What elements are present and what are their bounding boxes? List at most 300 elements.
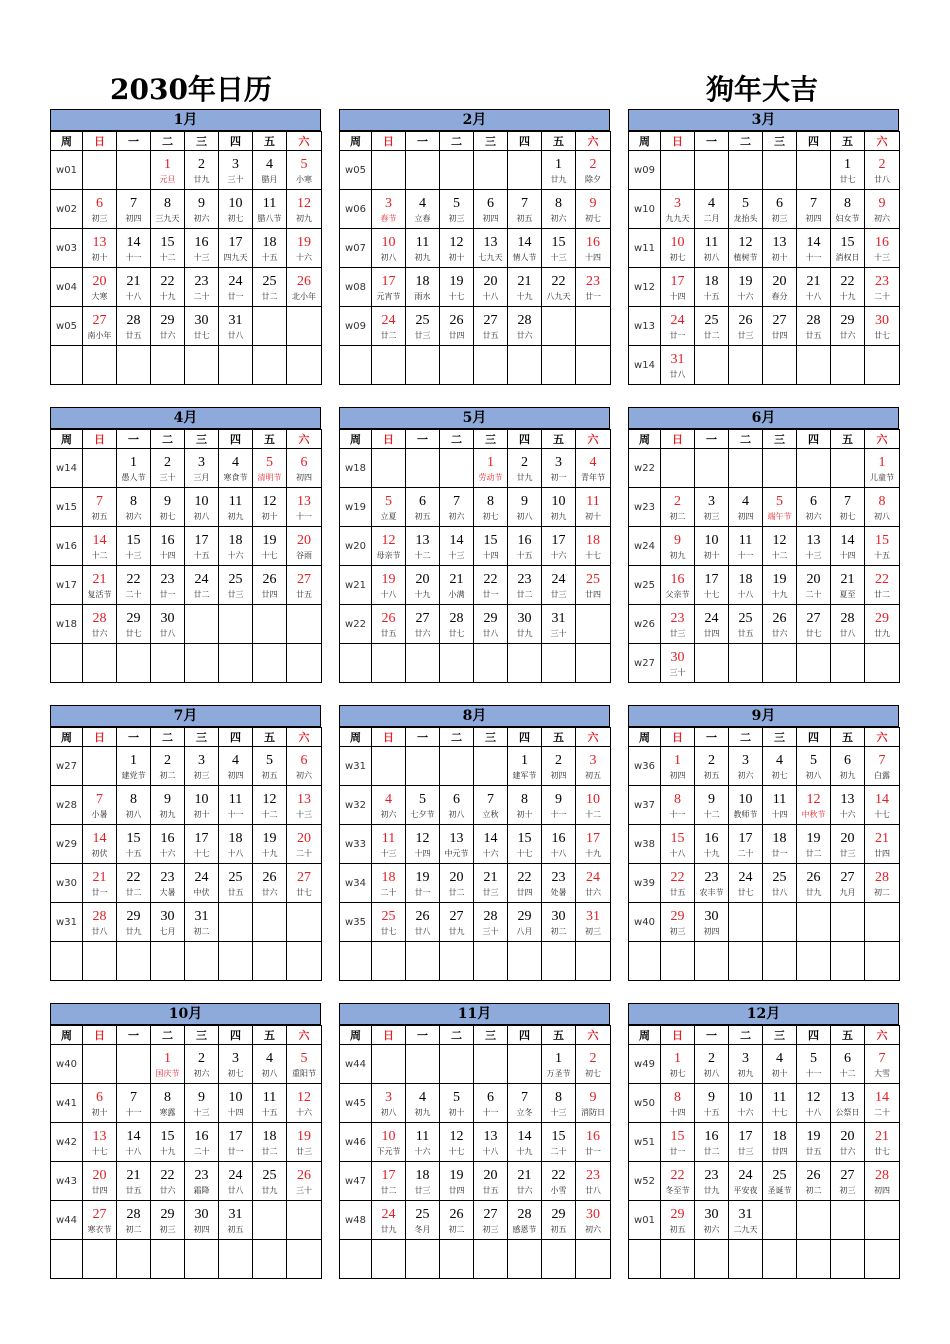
lunar-date: 十八 <box>550 848 567 858</box>
month-calendar <box>50 109 321 385</box>
day-cell <box>695 1162 729 1201</box>
day-cell <box>661 1045 695 1084</box>
weekday-header: 五 <box>542 132 576 151</box>
day-cell <box>83 527 117 566</box>
day-cell <box>729 1123 763 1162</box>
lunar-date: 十五 <box>703 1107 720 1117</box>
day-cell <box>406 825 440 864</box>
day-cell <box>372 190 406 229</box>
week-number <box>51 644 83 683</box>
day-number: 28 <box>840 610 855 626</box>
lunar-date: 廿三 <box>550 589 567 599</box>
day-cell <box>576 786 611 825</box>
lunar-date: 廿一 <box>669 330 686 340</box>
empty-cell <box>865 1201 900 1240</box>
lunar-date: 初二 <box>805 1185 822 1195</box>
lunar-date: 初十 <box>193 809 210 819</box>
lunar-date: 十九 <box>703 848 720 858</box>
day-cell <box>695 786 729 825</box>
lunar-date: 初十 <box>91 1107 108 1117</box>
day-number: 24 <box>551 571 566 587</box>
week-number: w40 <box>51 1045 83 1084</box>
day-number: 27 <box>483 312 498 328</box>
lunar-date: 初六 <box>296 770 312 780</box>
empty-cell <box>508 1240 542 1279</box>
week-row <box>51 527 322 566</box>
day-cell <box>287 1084 322 1123</box>
day-cell <box>508 307 542 346</box>
weekday-header-row <box>51 132 322 151</box>
day-number: 19 <box>381 571 396 587</box>
day-number: 24 <box>738 1167 753 1183</box>
week-number: w20 <box>340 527 372 566</box>
empty-cell <box>695 644 729 683</box>
day-number: 17 <box>381 273 396 289</box>
day-number: 11 <box>381 830 396 846</box>
week-row <box>340 903 611 942</box>
day-number: 30 <box>704 908 719 924</box>
lunar-date: 廿五 <box>482 330 499 340</box>
day-cell <box>576 527 611 566</box>
week-row <box>340 864 611 903</box>
weekday-header: 三 <box>763 430 797 449</box>
empty-cell <box>474 644 508 683</box>
day-cell <box>406 307 440 346</box>
lunar-date: 廿五 <box>482 1185 499 1195</box>
lunar-date: 廿三 <box>227 589 244 599</box>
day-number: 3 <box>555 454 562 470</box>
week-row <box>629 1123 900 1162</box>
lunar-date: 十二 <box>414 550 431 560</box>
week-row <box>51 644 322 683</box>
day-cell <box>406 566 440 605</box>
empty-cell <box>287 346 322 385</box>
day-number: 9 <box>589 195 597 211</box>
week-number: w42 <box>51 1123 83 1162</box>
lunar-date: 十八 <box>482 1146 499 1156</box>
lunar-date: 初三 <box>159 1224 176 1234</box>
day-cell <box>763 190 797 229</box>
day-cell <box>763 864 797 903</box>
week-row <box>51 307 322 346</box>
lunar-date: 初六 <box>805 511 822 521</box>
day-cell <box>117 566 151 605</box>
weekday-header: 六 <box>287 728 322 747</box>
day-number: 1 <box>130 454 137 470</box>
lunar-date: 廿二 <box>805 848 822 858</box>
day-cell <box>508 190 542 229</box>
lunar-date: 初五 <box>227 1224 244 1234</box>
day-cell <box>219 488 253 527</box>
day-cell <box>372 864 406 903</box>
lunar-date: 立冬 <box>516 1107 533 1117</box>
day-number: 6 <box>487 1089 494 1105</box>
week-number: w36 <box>629 747 661 786</box>
day-number: 27 <box>483 1206 498 1222</box>
day-cell <box>542 825 576 864</box>
lunar-date: 初四 <box>482 213 499 223</box>
lunar-date: 初九 <box>669 550 686 560</box>
empty-cell <box>865 644 900 683</box>
day-number: 12 <box>449 234 464 250</box>
day-number: 23 <box>586 273 600 289</box>
week-number: w49 <box>629 1045 661 1084</box>
lunar-date: 九月 <box>839 887 856 897</box>
empty-cell <box>372 747 406 786</box>
lunar-date: 十三 <box>380 848 397 858</box>
lunar-date: 万圣节 <box>546 1068 571 1078</box>
lunar-date: 初七 <box>669 252 686 262</box>
week-column-header: 周 <box>51 1026 83 1045</box>
day-number: 11 <box>738 532 753 548</box>
day-number: 4 <box>419 195 426 211</box>
day-number: 14 <box>126 1128 141 1144</box>
week-row <box>340 644 611 683</box>
month-calendar <box>339 1003 610 1279</box>
day-number: 2 <box>198 1050 205 1066</box>
lunar-date: 初五 <box>585 770 601 780</box>
day-number: 8 <box>878 493 886 509</box>
empty-cell <box>117 1045 151 1084</box>
week-number: w28 <box>51 786 83 825</box>
day-number: 21 <box>449 571 464 587</box>
day-cell <box>763 566 797 605</box>
lunar-date: 初伏 <box>91 848 108 858</box>
day-number: 19 <box>262 830 277 846</box>
day-cell <box>185 527 219 566</box>
empty-cell <box>440 644 474 683</box>
day-cell <box>219 747 253 786</box>
month-calendar <box>628 407 899 683</box>
empty-cell <box>831 903 865 942</box>
lunar-date: 十九 <box>516 1146 533 1156</box>
day-number: 8 <box>164 195 171 211</box>
day-cell <box>253 864 287 903</box>
lunar-date: 十八 <box>125 1146 142 1156</box>
empty-cell <box>406 151 440 190</box>
day-cell <box>372 229 406 268</box>
weekday-header: 四 <box>797 132 831 151</box>
day-number: 21 <box>126 273 141 289</box>
day-number: 17 <box>586 830 600 846</box>
weekday-header: 六 <box>865 430 900 449</box>
lunar-date: 廿七 <box>839 174 856 184</box>
day-cell <box>865 825 900 864</box>
day-number: 25 <box>772 869 787 885</box>
week-row <box>51 190 322 229</box>
lunar-date: 廿一 <box>669 1146 686 1156</box>
empty-cell <box>253 1201 287 1240</box>
day-number: 24 <box>194 869 209 885</box>
day-cell <box>661 1084 695 1123</box>
day-number: 10 <box>551 493 566 509</box>
lunar-date: 十一 <box>125 1107 142 1117</box>
day-number: 26 <box>262 571 277 587</box>
day-cell <box>185 864 219 903</box>
day-cell <box>185 1084 219 1123</box>
lunar-date: 廿一 <box>585 291 601 301</box>
day-cell <box>729 527 763 566</box>
lunar-date: 初五 <box>516 213 533 223</box>
week-number: w43 <box>51 1162 83 1201</box>
week-row <box>340 1045 611 1084</box>
lunar-date: 初三 <box>771 213 788 223</box>
day-number: 26 <box>297 273 311 289</box>
day-cell <box>406 268 440 307</box>
day-number: 2 <box>198 156 205 172</box>
day-number: 22 <box>551 273 566 289</box>
empty-cell <box>542 942 576 981</box>
lunar-date: 十九 <box>261 848 278 858</box>
lunar-date: 端午节 <box>767 511 792 521</box>
day-number: 3 <box>232 156 239 172</box>
day-number: 8 <box>487 493 494 509</box>
empty-cell <box>372 449 406 488</box>
calendar-title: 2030年日历 <box>110 73 272 106</box>
day-number: 18 <box>415 273 430 289</box>
day-cell <box>83 825 117 864</box>
lunar-date: 初八 <box>703 252 720 262</box>
day-number: 6 <box>776 195 783 211</box>
week-number: w13 <box>629 307 661 346</box>
day-number: 15 <box>551 1128 566 1144</box>
day-cell <box>831 268 865 307</box>
week-number: w16 <box>51 527 83 566</box>
day-cell <box>185 307 219 346</box>
weekday-header: 六 <box>287 132 322 151</box>
lunar-date: 十九 <box>159 291 176 301</box>
day-number: 6 <box>300 752 308 768</box>
day-number: 15 <box>160 1128 175 1144</box>
day-number: 8 <box>164 1089 171 1105</box>
lunar-date: 廿一 <box>585 1146 601 1156</box>
day-number: 25 <box>381 908 396 924</box>
lunar-date: 十六 <box>414 1146 431 1156</box>
day-cell <box>831 1123 865 1162</box>
day-number: 29 <box>126 610 141 626</box>
day-cell <box>576 1162 611 1201</box>
day-number: 6 <box>419 493 426 509</box>
empty-cell <box>542 1240 576 1279</box>
day-cell <box>508 1123 542 1162</box>
week-row <box>51 566 322 605</box>
day-cell <box>831 1045 865 1084</box>
day-number: 12 <box>738 234 753 250</box>
day-number: 14 <box>449 532 464 548</box>
day-number: 1 <box>844 156 851 172</box>
day-number: 25 <box>228 869 243 885</box>
week-row <box>629 825 900 864</box>
day-number: 26 <box>806 869 821 885</box>
day-number: 8 <box>555 195 562 211</box>
lunar-date: 三月 <box>193 472 210 482</box>
week-row <box>51 1162 322 1201</box>
day-number: 5 <box>453 195 460 211</box>
day-cell <box>219 151 253 190</box>
weekday-header: 四 <box>219 430 253 449</box>
weekday-header-row <box>51 1026 322 1045</box>
day-cell <box>474 566 508 605</box>
week-number: w27 <box>629 644 661 683</box>
day-number: 11 <box>772 791 787 807</box>
lunar-date: 廿四 <box>448 1185 465 1195</box>
day-cell <box>542 747 576 786</box>
empty-cell <box>576 644 611 683</box>
lunar-date: 初九 <box>296 213 312 223</box>
lunar-date: 北小年 <box>292 291 316 301</box>
empty-cell <box>695 449 729 488</box>
day-number: 5 <box>453 1089 460 1105</box>
day-number: 20 <box>806 571 821 587</box>
weekday-header: 日 <box>372 1026 406 1045</box>
lunar-date: 三十 <box>296 1185 312 1195</box>
day-number: 18 <box>772 1128 787 1144</box>
lunar-date: 十六 <box>296 252 312 262</box>
lunar-date: 十七 <box>448 1146 465 1156</box>
day-number: 21 <box>517 273 532 289</box>
day-cell <box>253 1084 287 1123</box>
day-number: 11 <box>228 791 243 807</box>
day-number: 2 <box>878 156 886 172</box>
empty-cell <box>440 449 474 488</box>
day-number: 13 <box>806 532 821 548</box>
day-cell <box>372 527 406 566</box>
lunar-date: 廿四 <box>703 628 720 638</box>
day-cell <box>576 1201 611 1240</box>
empty-cell <box>576 1240 611 1279</box>
lunar-date: 廿八 <box>669 369 686 379</box>
day-cell <box>576 825 611 864</box>
day-number: 11 <box>228 493 243 509</box>
day-cell <box>117 786 151 825</box>
day-cell <box>151 1123 185 1162</box>
lunar-date: 廿一 <box>414 887 431 897</box>
day-number: 15 <box>875 532 889 548</box>
day-cell <box>185 1045 219 1084</box>
day-cell <box>661 747 695 786</box>
day-number: 14 <box>92 830 107 846</box>
day-cell <box>508 825 542 864</box>
lunar-date: 廿七 <box>296 887 312 897</box>
day-number: 3 <box>232 1050 239 1066</box>
day-number: 17 <box>228 1128 243 1144</box>
day-cell <box>117 307 151 346</box>
day-number: 24 <box>586 869 600 885</box>
day-number: 2 <box>164 454 171 470</box>
day-number: 3 <box>708 493 715 509</box>
lunar-date: 十三 <box>193 1107 210 1117</box>
day-cell <box>865 786 900 825</box>
weekday-header: 三 <box>763 728 797 747</box>
day-cell <box>117 864 151 903</box>
day-number: 4 <box>266 1050 273 1066</box>
lunar-date: 立春 <box>414 213 431 223</box>
week-number: w21 <box>340 566 372 605</box>
lunar-date: 七月 <box>159 926 176 936</box>
day-number: 28 <box>449 610 464 626</box>
week-number: w05 <box>340 151 372 190</box>
lunar-date: 廿六 <box>159 1185 176 1195</box>
day-number: 4 <box>776 1050 783 1066</box>
lunar-date: 冬月 <box>414 1224 431 1234</box>
weekday-header: 四 <box>219 1026 253 1045</box>
day-cell <box>151 747 185 786</box>
day-cell <box>542 1045 576 1084</box>
week-row <box>51 1201 322 1240</box>
lunar-date: 廿七 <box>874 1146 890 1156</box>
day-cell <box>83 1201 117 1240</box>
day-cell <box>865 527 900 566</box>
day-number: 27 <box>92 312 107 328</box>
day-cell <box>576 903 611 942</box>
lunar-date: 十三 <box>125 550 142 560</box>
day-number: 22 <box>126 571 141 587</box>
day-cell <box>440 864 474 903</box>
day-cell <box>287 1123 322 1162</box>
empty-cell <box>83 151 117 190</box>
week-row <box>629 786 900 825</box>
lunar-date: 十六 <box>159 848 176 858</box>
lunar-date: 初二 <box>669 511 686 521</box>
week-number: w17 <box>51 566 83 605</box>
lunar-date: 妇女节 <box>835 213 860 223</box>
lunar-date: 廿五 <box>805 330 822 340</box>
day-cell <box>729 1201 763 1240</box>
lunar-date: 感恩节 <box>512 1224 537 1234</box>
lunar-date: 寒露 <box>159 1107 176 1117</box>
day-number: 14 <box>875 791 889 807</box>
week-row <box>340 1084 611 1123</box>
empty-cell <box>219 644 253 683</box>
day-number: 6 <box>844 752 851 768</box>
week-row <box>629 527 900 566</box>
day-cell <box>440 1162 474 1201</box>
day-number: 1 <box>878 454 886 470</box>
day-number: 16 <box>517 532 532 548</box>
lunar-date: 八九天 <box>546 291 571 301</box>
day-cell <box>542 268 576 307</box>
day-cell <box>661 229 695 268</box>
lunar-date: 初八 <box>703 1068 720 1078</box>
week-row <box>629 1045 900 1084</box>
weekday-header-row <box>340 132 611 151</box>
day-number: 24 <box>381 312 396 328</box>
week-column-header: 周 <box>51 132 83 151</box>
week-number: w05 <box>51 307 83 346</box>
lunar-date: 母亲节 <box>376 550 401 560</box>
day-number: 26 <box>449 312 464 328</box>
lunar-date: 十一 <box>482 1107 499 1117</box>
empty-cell <box>151 942 185 981</box>
empty-cell <box>661 1240 695 1279</box>
day-cell <box>729 747 763 786</box>
empty-cell <box>151 346 185 385</box>
month-calendar <box>50 1003 321 1279</box>
weekday-header-row <box>629 1026 900 1045</box>
lunar-date: 九九天 <box>665 213 690 223</box>
lunar-date: 大寒 <box>91 291 108 301</box>
day-number: 9 <box>878 195 886 211</box>
empty-cell <box>474 346 508 385</box>
lunar-date: 初五 <box>261 770 278 780</box>
lunar-date: 廿八 <box>159 628 176 638</box>
day-cell <box>440 1084 474 1123</box>
day-number: 11 <box>262 1089 277 1105</box>
week-row <box>629 151 900 190</box>
day-cell <box>695 1201 729 1240</box>
day-cell <box>83 268 117 307</box>
week-row <box>629 1240 900 1279</box>
